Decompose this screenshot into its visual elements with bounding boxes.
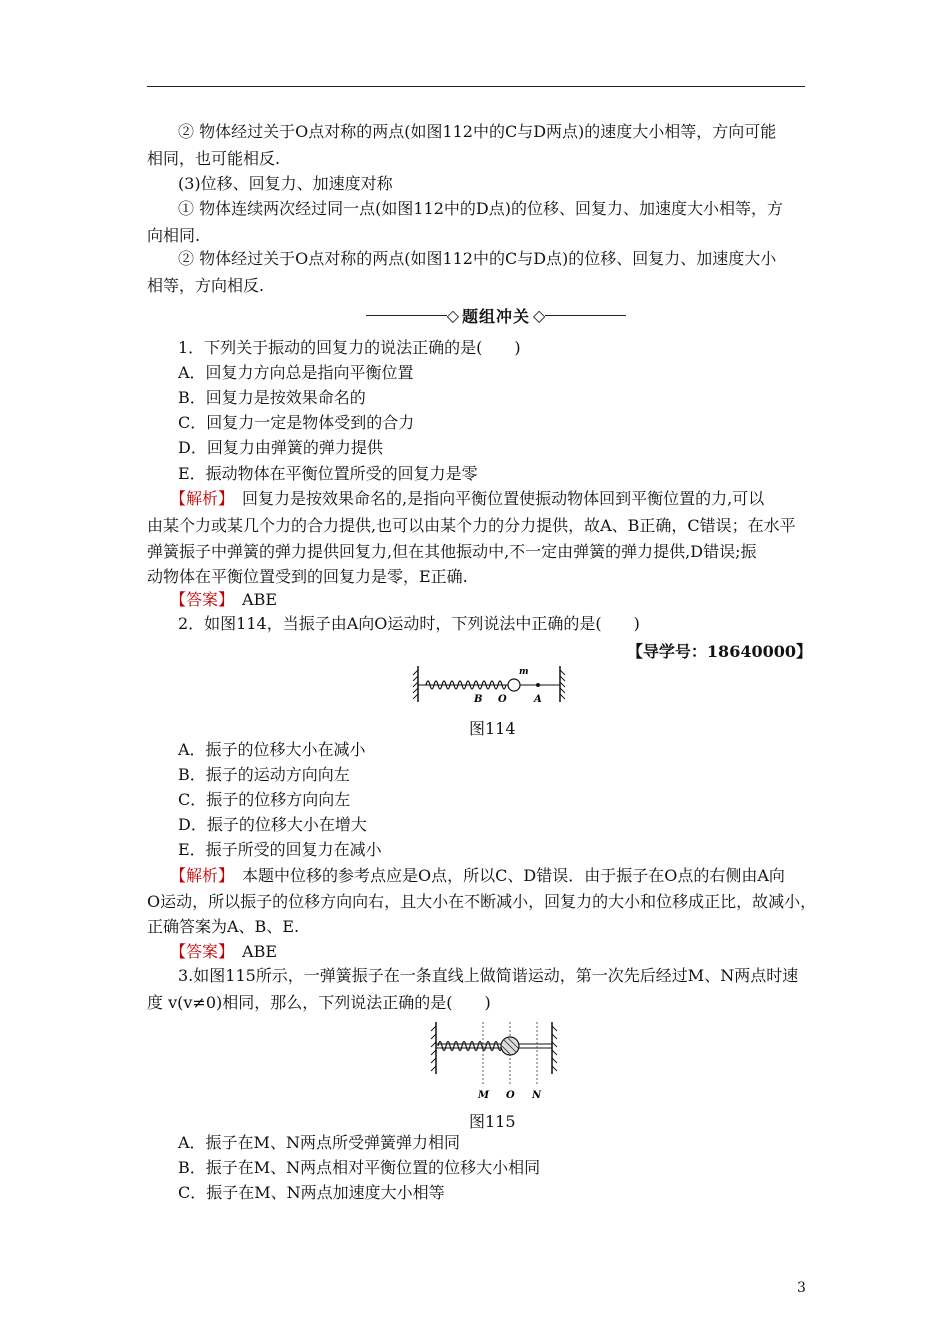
answer-tag: 【答案】 [170,590,227,609]
answer-text: ABE [242,590,278,609]
analysis-line: 由某个力或某几个力的合力提供,也可以由某个力的分力提供，故A、B正确，C错误；在水平 [147,516,796,535]
diamond-icon: ◇ [446,305,459,325]
option: B．回复力是按效果命名的 [178,388,366,407]
para-line: 向相同. [147,226,201,245]
reference-number: 【导学号：18640000】 [626,642,812,661]
section-banner [366,303,626,327]
label-m: m [519,667,529,677]
para-line: ② 物体经过关于O点对称的两点(如图112中的C与D点)的位移、回复力、加速度大小 [178,249,777,268]
para-line: 相同，也可能相反. [147,149,281,168]
figure-115 [428,1018,562,1104]
banner-rule [545,315,626,316]
banner-rule [366,315,447,316]
analysis-tag: 【解析】 [170,866,227,885]
answer-text: ABE [242,942,278,961]
label-N: N [532,1090,542,1101]
figure-caption: 图115 [469,1112,516,1131]
option: B．振子的运动方向向左 [178,765,350,784]
question-stem: 3.如图115所示，一弹簧振子在一条直线上做简谐运动，第一次先后经过M、N两点时速 [178,966,799,985]
option: C．回复力一定是物体受到的合力 [178,413,415,432]
analysis-line: 弹簧振子中弹簧的弹力提供回复力,但在其他振动中,不一定由弹簧的弹力提供,D错误;振 [147,542,757,561]
question-stem: 1．下列关于振动的回复力的说法正确的是( ) [178,338,521,357]
option: A．回复力方向总是指向平衡位置 [178,363,414,382]
label-A: A [534,694,542,705]
diamond-icon: ◇ [533,305,546,325]
analysis-tag: 【解析】 [170,489,227,508]
page-number: 3 [797,1280,806,1296]
question-stem: 2．如图114，当振子由A向O运动时，下列说法中正确的是( ) [178,614,640,633]
option: C．振子的位移方向向左 [178,790,351,809]
option: A．振子在M、N两点所受弹簧弹力相同 [178,1133,460,1152]
option: D．振子的位移大小在增大 [178,815,367,834]
analysis-line: 正确答案为A、B、E. [147,917,300,936]
option: E．振动物体在平衡位置所受的回复力是零 [178,464,478,483]
label-O: O [498,694,507,705]
subheading: (3)位移、回复力、加速度对称 [178,174,393,193]
option: D．回复力由弹簧的弹力提供 [178,438,383,457]
analysis-text: 本题中位移的参考点应是O点，所以C、D错误．由于振子在O点的右侧由A向 [242,866,785,885]
header-rule [147,86,805,87]
label-B: B [474,694,483,705]
analysis-line [170,490,764,508]
option: A．振子的位移大小在减小 [178,740,366,759]
para-line: 相等，方向相反. [147,276,265,295]
label-O: O [506,1090,515,1101]
option: C．振子在M、N两点加速度大小相等 [178,1183,445,1202]
analysis-line: O运动，所以振子的位移方向向右，且大小在不断减小，回复力的大小和位移成正比，故减小， [147,892,817,911]
question-stem: 度 v(v≠0)相同，那么，下列说法正确的是( ) [147,993,491,1012]
answer-tag: 【答案】 [170,942,227,961]
analysis-text: 回复力是按效果命名的,是指向平衡位置使振动物体回到平衡位置的力,可以 [242,489,765,508]
answer-line [170,591,277,609]
figure-114 [412,662,572,708]
section-title: 题组冲关 [462,306,531,326]
analysis-line: 动物体在平衡位置受到的回复力是零，E正确. [147,567,468,586]
para-line: ① 物体连续两次经过同一点(如图112中的D点)的位移、回复力、加速度大小相等，方 [178,199,783,218]
label-M: M [478,1090,490,1101]
option: B．振子在M、N两点相对平衡位置的位移大小相同 [178,1158,541,1177]
para-line: ② 物体经过关于O点对称的两点(如图112中的C与D两点)的速度大小相等，方向可能 [178,122,777,141]
option: E．振子所受的回复力在减小 [178,840,382,859]
answer-line [170,943,277,961]
analysis-line [170,867,785,885]
figure-caption: 图114 [469,719,516,738]
